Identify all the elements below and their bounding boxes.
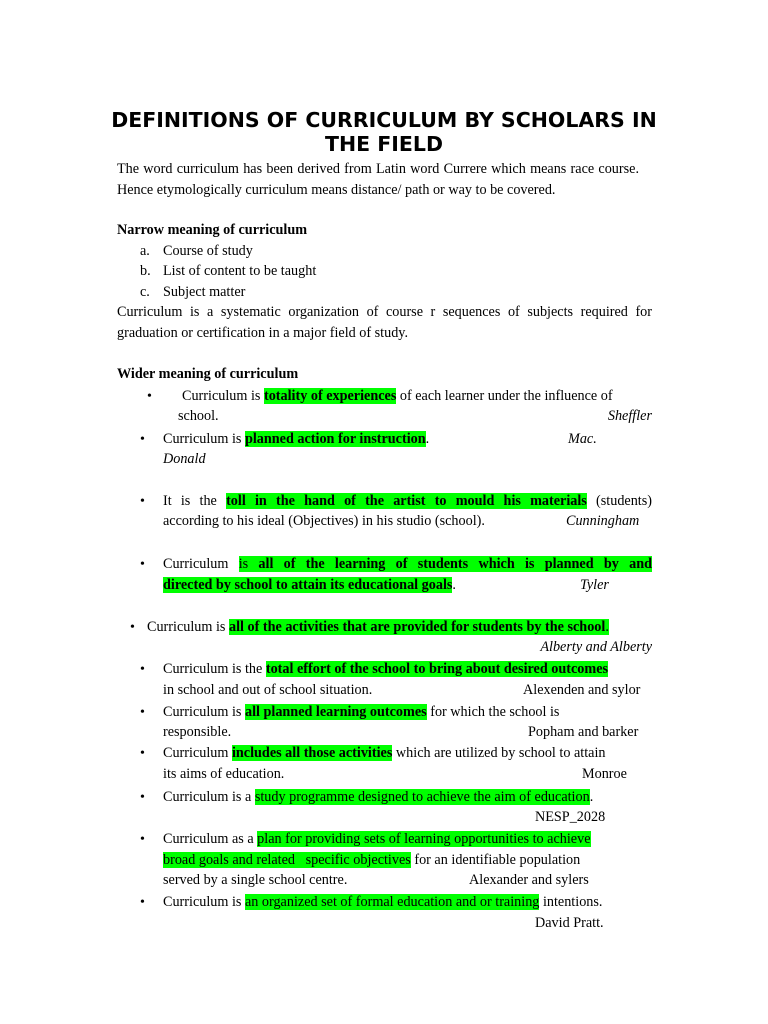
narrow-item-marker: b. [140,263,151,279]
definition-text: intentions. [539,894,603,910]
narrow-heading: Narrow meaning of curriculum [117,222,308,238]
highlighted-phrase: an organized set of formal education and or training [244,894,540,910]
definition-line [163,787,593,808]
narrow-definition: Curriculum is a systematic organization of course r sequences of subjects required for graduation or certification in a major field of study. [117,304,652,341]
definition-text: Curriculum is [163,431,245,447]
definition-text: Curriculum is [163,894,245,910]
definition-continuation: school. [178,408,219,424]
scholar-name: Popham and barker [528,724,639,740]
highlighted-phrase: all of the activities that are provided for students by the school [228,619,606,635]
definition-continuation: responsible. [163,724,232,740]
definition-continuation: served by a single school centre. [163,872,348,888]
highlighted-phrase: plan for providing sets of learning opportunities to achieve [257,831,591,847]
bullet-glyph: • [140,790,145,805]
definition-text: for an identifiable population [410,852,581,868]
definition-line [163,829,591,850]
scholar-name: Alberty and Alberty [540,639,652,655]
highlighted-phrase: directed by school to attain its educational goals [163,577,453,593]
definition-continuation: its aims of education. [163,766,285,782]
definition-text: Curriculum [163,556,239,572]
highlighted-phrase: all planned learning outcomes [244,704,427,720]
narrow-item-text: Course of study [163,243,253,259]
definition-text: Curriculum is a [163,789,255,805]
narrow-item-text: Subject matter [163,284,246,300]
definition-text: Curriculum is [163,704,245,720]
scholar-name: Alexander and sylers [469,872,589,888]
bullet-glyph: • [140,705,145,720]
definition-line [163,892,602,913]
narrow-item-marker: a. [140,243,150,259]
highlighted-phrase: toll in the hand of the artist to mould his materials [226,493,587,509]
definition-continuation: according to his ideal (Objectives) in his studio (school). [163,513,485,529]
definition-line [163,491,652,512]
highlighted-phrase: total effort of the school to bring about desired outcomes [265,661,609,677]
narrow-item-marker: c. [140,284,150,300]
highlighted-phrase: all of the learning of students which is planned by and [258,556,652,572]
bullet-glyph: • [140,895,145,910]
definition-line [163,659,608,680]
bullet-glyph: • [140,432,145,447]
definition-line [163,850,580,871]
definition-text: . [425,431,430,447]
definition-text: (students) [586,493,652,509]
scholar-name: NESP_2028 [535,809,606,825]
bullet-glyph: • [140,832,145,847]
definition-continuation: in school and out of school situation. [163,682,373,698]
scholar-name: Monroe [582,766,627,782]
definition-text: . [605,619,609,635]
definition-line [163,554,652,575]
bullet-glyph: • [140,662,145,677]
scholar-name: Donald [163,451,206,467]
definition-text: . [589,789,594,805]
definition-text: Curriculum as a [163,831,258,847]
definition-text: of each learner under the influence of [396,388,613,404]
highlighted-phrase: totality of experiences [263,388,397,404]
definition-line [163,743,606,764]
scholar-name: Mac. [568,431,597,447]
definition-text: for which the school is [426,704,560,720]
bullet-glyph: • [147,389,152,404]
wider-heading: Wider meaning of curriculum [117,366,299,382]
bullet-glyph: • [140,746,145,761]
scholar-name: Sheffler [607,408,652,424]
definition-line [163,575,456,596]
bullet-glyph: • [140,557,145,572]
highlighted-phrase: planned action for instruction [244,431,426,447]
definition-line [163,702,559,723]
definition-text: Curriculum is [147,619,229,635]
page-title: DEFINITIONS OF CURRICULUM BY SCHOLARS IN THE FIELD [111,108,657,156]
definition-text: Curriculum [163,745,232,761]
scholar-name: Tyler [580,577,609,593]
bullet-glyph: • [140,494,145,509]
definition-text: It is the [163,493,227,509]
definition-line [147,617,609,638]
highlighted-phrase: is [238,556,259,572]
scholar-name: David Pratt. [535,915,604,931]
highlighted-phrase: study programme designed to achieve the aim of education [254,789,590,805]
definition-text: Curriculum is [182,388,264,404]
highlighted-phrase: includes all those activities [231,745,393,761]
definition-text: which are utilized by school to attain [392,745,606,761]
scholar-name: Cunningham [566,513,640,529]
definition-text: . [452,577,456,593]
intro-paragraph: The word curriculum has been derived from Latin word Currere which means race course. Hence etymologically curriculum means distance/ path or way to be covered. [117,161,639,198]
bullet-glyph: • [130,620,135,635]
definition-line [182,386,613,407]
scholar-name: Alexenden and sylor [523,682,641,698]
narrow-item-text: List of content to be taught [163,263,317,279]
definition-text: Curriculum is the [163,661,266,677]
definition-line [163,429,429,450]
highlighted-phrase: broad goals and related specific objectives [163,852,411,868]
